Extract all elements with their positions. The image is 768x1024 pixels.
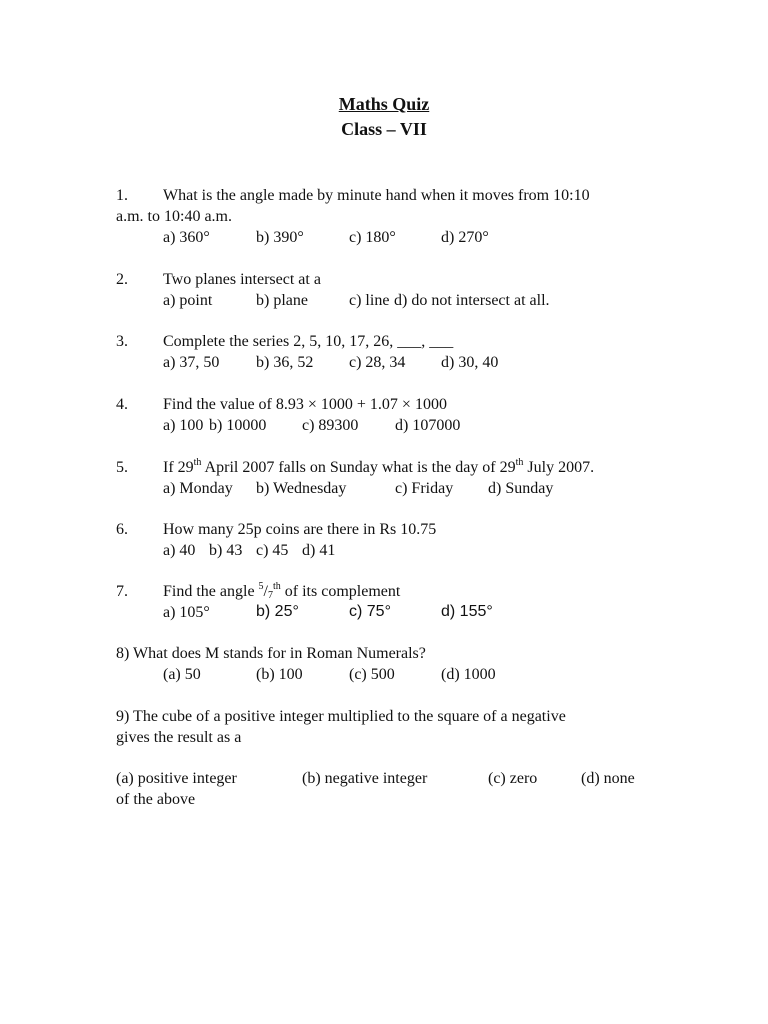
option-d: (d) 1000 (441, 666, 496, 683)
option-b: (b) 100 (256, 666, 303, 683)
question-number: 2. (116, 271, 128, 288)
question-number: 5. (116, 459, 128, 476)
fraction-denominator: 7 (268, 590, 273, 601)
question-text-continued: gives the result as a (116, 729, 242, 746)
fraction-numerator: 5 (258, 581, 264, 592)
option-a: a) point (163, 292, 213, 309)
option-b: b) Wednesday (256, 480, 347, 497)
question-text: Find the value of 8.93 × 1000 + 1.07 × 1000 (163, 396, 447, 413)
option-c: (c) zero (488, 770, 538, 787)
option-c: (c) 500 (349, 666, 395, 683)
question-number: 6. (116, 521, 128, 538)
option-d: d) Sunday (488, 480, 554, 497)
question-text: If 29th April 2007 falls on Sunday what is the day of 29th July 2007. (163, 457, 595, 476)
page-title: Maths Quiz (338, 94, 430, 114)
option-a: a) 360° (163, 229, 210, 246)
page-subtitle: Class – VII (341, 119, 427, 139)
option-a: (a) positive integer (116, 770, 237, 787)
option-d: d) 155° (441, 603, 493, 620)
option-b: b) 25° (256, 603, 299, 620)
question-text: Complete the series 2, 5, 10, 17, 26, ___, ___ (163, 333, 454, 350)
option-d: d) 30, 40 (441, 354, 499, 371)
option-a: a) Monday (163, 480, 233, 497)
question-number: 4. (116, 396, 128, 413)
option-d: d) 41 (302, 542, 336, 559)
question-number: 8) (116, 645, 130, 662)
question-number: 3. (116, 333, 128, 350)
question-text: How many 25p coins are there in Rs 10.75 (163, 521, 437, 538)
question-number: 7. (116, 583, 128, 600)
question-text-continued: a.m. to 10:40 a.m. (116, 208, 232, 225)
option-c: c) 180° (349, 229, 396, 246)
option-c: c) line (349, 292, 390, 309)
question-text: What is the angle made by minute hand when it moves from 10:10 (163, 187, 590, 204)
question-text: 8) What does M stands for in Roman Numerals? (116, 645, 426, 662)
option-a: a) 105° (163, 604, 210, 621)
option-b: b) 36, 52 (256, 354, 314, 371)
option-b: (b) negative integer (302, 770, 428, 787)
option-c: c) 28, 34 (349, 354, 406, 371)
option-b: b) plane (256, 292, 308, 309)
option-b: b) 390° (256, 229, 304, 246)
question-text: Find the angle $^5$/7th of its complement (163, 581, 401, 601)
option-c: c) Friday (395, 480, 454, 497)
option-a: a) 37, 50 (163, 354, 220, 371)
question-number: 1. (116, 187, 128, 204)
option-d: d) do not intersect at all. (394, 292, 550, 309)
question-text: 9) The cube of a positive integer multiplied to the square of a negative (116, 708, 566, 725)
option-a: a) 40 (163, 542, 196, 559)
option-c: c) 45 (256, 542, 289, 559)
option-b: b) 43 (209, 542, 243, 559)
option-d: (d) none (581, 770, 635, 787)
option-d: d) 107000 (395, 417, 461, 434)
option-a: (a) 50 (163, 666, 201, 683)
question-text: Two planes intersect at a (163, 271, 321, 288)
question-number: 9) (116, 708, 130, 725)
option-c: c) 75° (349, 603, 391, 620)
option-c: c) 89300 (302, 417, 359, 434)
option-d: d) 270° (441, 229, 489, 246)
option-b: b) 10000 (209, 417, 267, 434)
option-a: a) 100 (163, 417, 204, 434)
option-d-continued: of the above (116, 791, 196, 808)
